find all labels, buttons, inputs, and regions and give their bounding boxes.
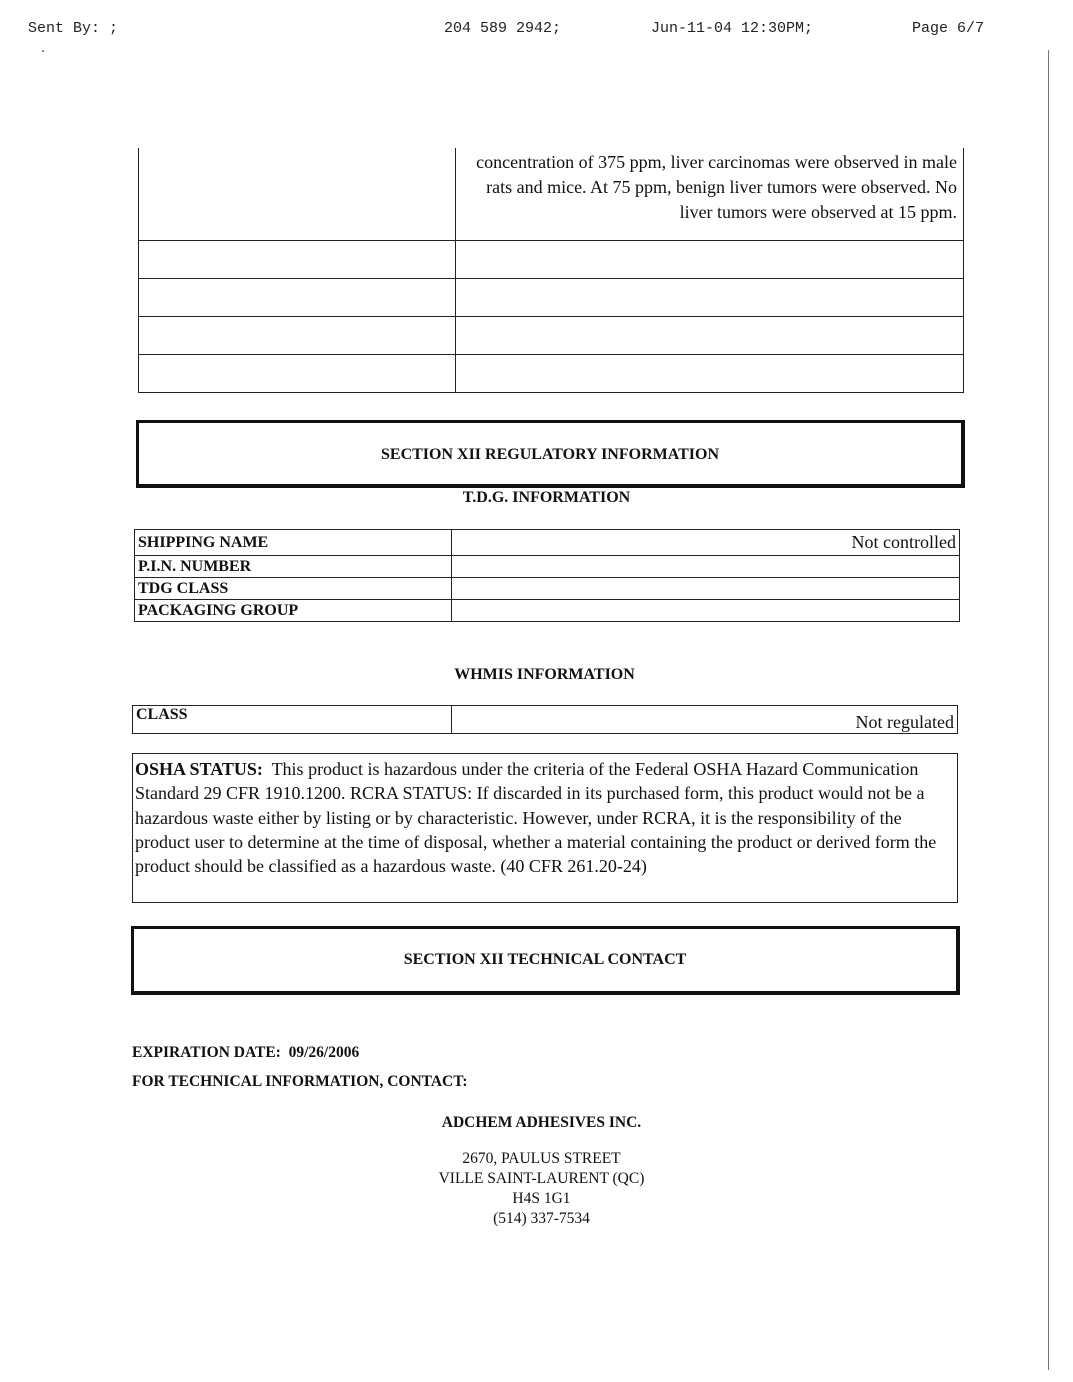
fax-page-number: Page 6/7 [912, 20, 985, 37]
fax-datetime: Jun-11-04 12:30PM; [651, 20, 814, 37]
tdg-label: SHIPPING NAME [135, 530, 452, 556]
regulatory-section-header [136, 420, 965, 488]
tdg-label: P.I.N. NUMBER [135, 556, 452, 578]
expiration-date [132, 1044, 359, 1062]
empty-cell [139, 279, 456, 317]
empty-cell [456, 317, 964, 355]
tdg-value [452, 556, 960, 578]
technical-contact-label: FOR TECHNICAL INFORMATION, CONTACT: [132, 1073, 468, 1090]
expiration-label: EXPIRATION DATE: [132, 1044, 281, 1061]
scan-speck [42, 50, 44, 52]
empty-cell [456, 355, 964, 393]
tdg-value [452, 600, 960, 622]
postal-code: H4S 1G1 [512, 1190, 571, 1207]
whmis-value: Not regulated [452, 706, 958, 734]
tdg-label: TDG CLASS [135, 578, 452, 600]
company-phone: (514) 337-7534 [493, 1210, 590, 1227]
osha-status-box [132, 753, 958, 903]
address-line-2: VILLE SAINT-LAURENT (QC) [438, 1170, 645, 1187]
company-name: ADCHEM ADHESIVES INC. [441, 1114, 642, 1131]
technical-contact-section-header [131, 926, 960, 995]
toxicology-table [138, 148, 964, 393]
carcinogenicity-text: concentration of 375 ppm, liver carcinomas were observed in male rats and mice. At 75 ppm, benign liver tumors were observed. No liver tumors were observed at 15 ppm. [456, 148, 964, 241]
technical-contact-section-title: SECTION XII TECHNICAL CONTACT [403, 951, 687, 968]
whmis-table [132, 705, 958, 734]
expiration-value: 09/26/2006 [288, 1044, 360, 1061]
address-line-1: 2670, PAULUS STREET [462, 1150, 621, 1167]
regulatory-section-title: SECTION XII REGULATORY INFORMATION [381, 446, 719, 463]
fax-sender: Sent By: ; [28, 20, 119, 37]
empty-cell [139, 355, 456, 393]
empty-cell [139, 241, 456, 279]
toxicology-label-cell [139, 148, 456, 241]
empty-cell [139, 317, 456, 355]
tdg-table [134, 529, 960, 622]
whmis-label: CLASS [133, 706, 452, 734]
tdg-label: PACKAGING GROUP [135, 600, 452, 622]
empty-cell [456, 241, 964, 279]
tdg-heading: T.D.G. INFORMATION [462, 489, 631, 506]
whmis-heading: WHMIS INFORMATION [454, 666, 635, 683]
tdg-value [452, 578, 960, 600]
osha-status-label: OSHA STATUS: [135, 759, 263, 779]
empty-cell [456, 279, 964, 317]
tdg-value: Not controlled [452, 530, 960, 556]
fax-header [0, 20, 1073, 42]
fax-phone: 204 589 2942; [444, 20, 562, 37]
osha-status-text: This product is hazardous under the criteria of the Federal OSHA Hazard Communication Standard 29 CFR 1910.1200. RCRA STATUS: If discarded in its purchased form, this product would not be a hazardous waste either by listing or by characteristic. However, under RCRA, it is the responsibility of the product user to determine at the time of disposal, whether a material containing the product or derived form the product should be classified as a hazardous waste. (40 CFR 261.20-24) [135, 759, 937, 877]
